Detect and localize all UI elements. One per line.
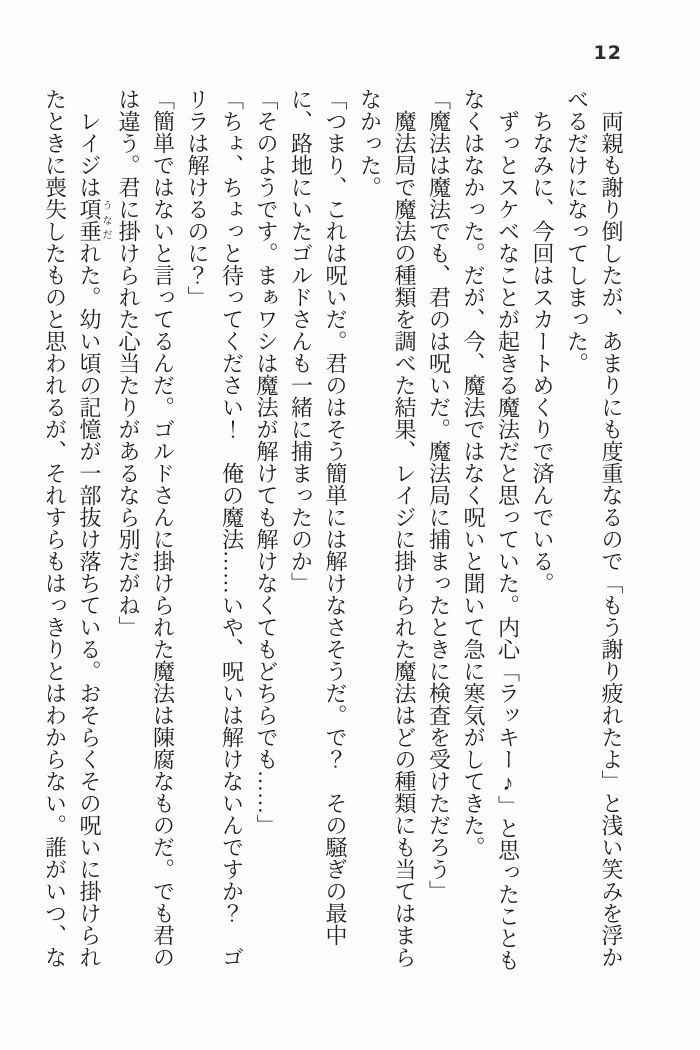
paragraph: 「魔法は魔法でも、君のは呪いだ。魔法局に捕まったときに検査を受けただろう」: [426, 88, 452, 902]
paragraph: ちなみに、今回はスカートめくりで済んでいる。: [530, 110, 555, 594]
page-number: 12: [593, 42, 622, 64]
paragraph: ずっとスケベなことが起きる魔法だと思っていた。内心「ラッキー♪」と思ったこともなくはなかった。だが、今、魔法ではなく呪いと聞いて急に寒気がしてきた。: [461, 88, 521, 971]
paragraph: 両親も謝り倒したが、あまりにも度重なるので「もう謝り疲れたよ」と浅い笑みを浮かべるだけになってしまった。: [564, 88, 624, 968]
novel-text: [37, 88, 628, 978]
paragraph: レイジは項垂うなだれた。幼い頃の記憶が一部抜け落ちている。おそらくその呪いに掛けられたときに喪失したものと思われるが、それすらもはっきりとはわからない。誰がいつ、な: [42, 88, 111, 968]
paragraph: 「ちょ、ちょっと待ってください！ 俺の魔法……いや、呪いは解けないんですか？ ゴリラは解けるのに？」: [185, 88, 245, 968]
paragraph: 「簡単ではないと言ってるんだ。ゴルドさんに掛けられた魔法は陳腐なものだ。でも君のは違う。君に掛けられた心当たりがあるなら別だがね」: [116, 88, 176, 968]
furigana: 項垂うなだ: [77, 198, 111, 242]
paragraph: 魔法局で魔法の種類を調べた結果、レイジに掛けられた魔法はどの種類にも当てはまらなかった。: [357, 88, 417, 968]
paragraph: 「そのようです。まぁワシは魔法が解けても解けなくてもどちらでも……」: [254, 88, 279, 836]
paragraph: 「つまり、これは呪いだ。君のはそう簡単には解けなさそうだ。で？ その騒ぎの最中に、路地にいたゴルドさんも一緒に捕まったのか」: [288, 88, 348, 946]
